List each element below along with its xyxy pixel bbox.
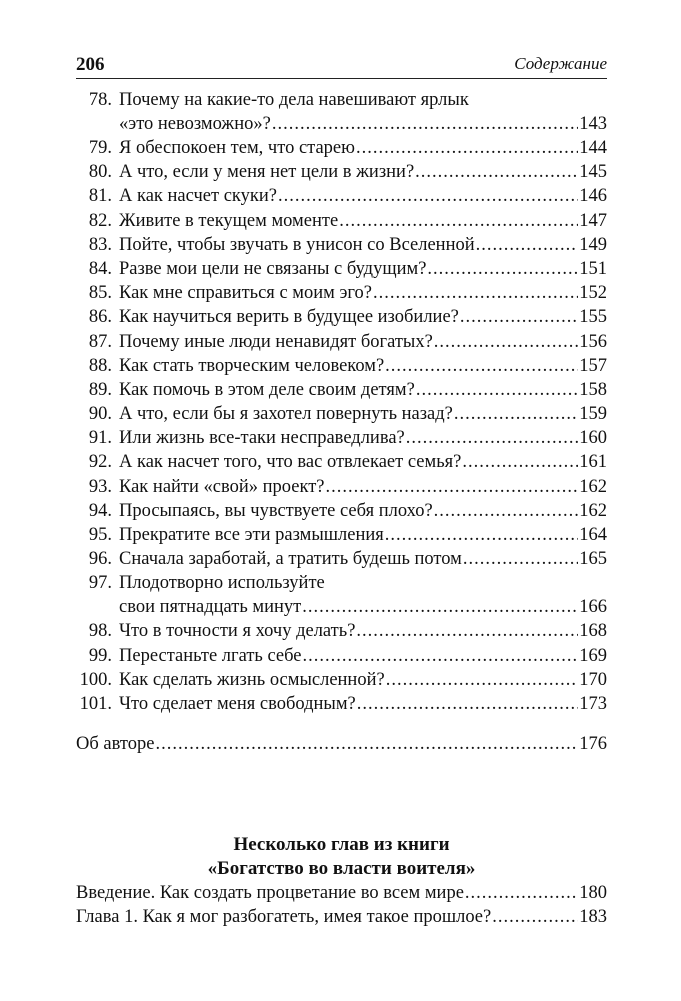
toc-entry-title-cont: свои пятнадцать минут [119,597,302,618]
page-number: 206 [76,54,105,75]
toc-entry [76,235,607,259]
toc-entry-page: 143 [579,114,607,134]
excerpt-heading [76,833,607,881]
toc-entry [76,138,607,162]
toc-entry [76,694,607,718]
toc-entry-page: 169 [579,645,607,666]
toc-entry-title: А что, если у меня нет цели в жизни? [119,162,415,183]
toc-entry-number: 84. [88,258,112,279]
excerpt-heading-book-title: «Богатство во власти воителя» [207,858,476,879]
toc-entry-title: Живите в текущем моменте [119,210,339,231]
toc-entry-number: 96. [88,549,112,570]
toc-entry-page: 173 [579,693,607,714]
toc-entry-title: Как найти «свой» проект? [119,476,325,497]
toc-entry-number: 90. [88,404,112,425]
toc-entry-title: Глава 1. Как я мог разбогатеть, имея такое прошлое? [76,907,492,927]
toc-entry-title: Как научиться верить в будущее изобилие? [119,307,459,328]
excerpt-entries [76,883,607,931]
toc-entry [76,621,607,645]
toc-entry-page: 158 [579,379,607,400]
toc-entry-number: 98. [88,621,112,642]
toc-entry-title: Я обеспокоен тем, что старею [119,138,355,158]
toc-entry-number: 79. [88,138,112,158]
toc-entry [76,307,607,331]
toc-entry-number: 99. [88,645,112,666]
toc-entry-page: 149 [579,234,607,255]
toc-entry-title: А как насчет скуки? [119,186,277,207]
toc-entry-title: Как стать творческим человеком? [119,355,385,376]
toc-entry-title: Просыпаясь, вы чувствуете себя плохо? [119,500,433,521]
toc-entry [76,573,607,621]
table-of-contents [76,90,607,758]
toc-entry [76,477,607,501]
excerpt-heading-line: Несколько глав из книги [233,834,450,855]
toc-entry-page: 160 [579,428,607,449]
toc-entry-number: 81. [88,186,112,207]
toc-entry-title: Прекратите все эти размышления [119,525,384,545]
toc-entry-page: 168 [579,621,607,642]
toc-entry-page: 159 [579,404,607,425]
toc-entry-page: 152 [579,283,607,304]
toc-entry [76,186,607,210]
toc-entry [76,428,607,452]
toc-entry-title: Сначала заработай, а тратить будешь потом [119,549,462,570]
toc-entry [76,646,607,670]
toc-entry-title: А как насчет того, что вас отвлекает семья? [119,452,462,473]
toc-entry-number: 93. [88,476,112,497]
toc-entry-page: 180 [579,883,607,903]
toc-entry-number: 94. [88,500,112,521]
toc-entry-number: 80. [88,162,112,183]
toc-entry-page: 144 [579,138,607,158]
toc-entry [76,283,607,307]
toc-entry [76,332,607,356]
toc-entry-number: 86. [88,307,112,328]
toc-entry-page: 155 [579,307,607,328]
toc-entry-number: 89. [88,379,112,400]
toc-entry [76,356,607,380]
toc-entry-number: 100. [79,669,112,690]
toc-entry-page: 176 [579,734,607,755]
toc-entry-page: 151 [579,258,607,279]
toc-entry [76,907,607,931]
toc-entry-title: Пойте, чтобы звучать в унисон со Вселенной [119,234,475,255]
toc-entry-page: 170 [579,669,607,690]
toc-entry-page: 147 [579,210,607,231]
toc-entry-page: 183 [579,907,607,927]
toc-entry [76,90,607,138]
toc-entry-number: 92. [88,452,112,473]
toc-entry-page: 146 [579,186,607,207]
toc-entry-number: 85. [88,283,112,304]
toc-entry-title: Или жизнь все-таки несправедлива? [119,428,405,449]
toc-entry-page: 156 [579,331,607,352]
toc-entry-title: Перестаньте лгать себе [119,645,302,666]
toc-entry-title: Что сделает меня свободным? [119,693,356,714]
page-header [76,54,607,79]
toc-entry-number: 97. [88,573,112,594]
toc-entry-number: 101. [79,693,112,714]
toc-entry-title: Как помочь в этом деле своим детям? [119,379,415,400]
toc-entry-title: Что в точности я хочу делать? [119,621,356,642]
toc-entry-page: 162 [579,476,607,497]
toc-entry [76,525,607,549]
toc-entry-page: 157 [579,355,607,376]
toc-entry-number: 78. [88,90,112,110]
toc-entry-title: Об авторе [76,734,155,755]
toc-entry-title: А что, если бы я захотел повернуть назад? [119,404,453,425]
toc-entry [76,162,607,186]
toc-entry-page: 164 [579,525,607,545]
toc-entry-page: 162 [579,500,607,521]
toc-entry-title: Почему на какие-то дела навешивают ярлык [119,90,469,110]
toc-entry-title: Почему иные люди ненавидят богатых? [119,331,433,352]
running-head: Содержание [514,54,607,73]
toc-entry [76,549,607,573]
toc-entry-page: 145 [579,162,607,183]
toc-entry [76,380,607,404]
toc-entry-title: Введение. Как создать процветание во всем мире [76,883,464,903]
toc-entry [76,501,607,525]
toc-entry-page: 165 [579,549,607,570]
toc-entry-title: Плодотворно используйте [119,573,325,594]
toc-entry-number: 91. [88,428,112,449]
toc-entry [76,883,607,907]
toc-entry-page: 161 [579,452,607,473]
toc-entry-title-cont: «это невозможно»? [119,114,271,134]
toc-entry-about-author [76,734,607,758]
toc-entry [76,211,607,235]
toc-entry-number: 95. [88,525,112,545]
toc-entry-page: 166 [579,597,607,618]
toc-entry [76,670,607,694]
toc-entry-number: 88. [88,355,112,376]
toc-entry-title: Разве мои цели не связаны с будущим? [119,258,427,279]
toc-entry [76,404,607,428]
toc-entry-number: 82. [88,210,112,231]
toc-entry-number: 83. [88,234,112,255]
toc-entry [76,259,607,283]
toc-entry-title: Как мне справиться с моим эго? [119,283,372,304]
toc-entry [76,452,607,476]
toc-entry-title: Как сделать жизнь осмысленной? [119,669,385,690]
toc-entry-number: 87. [88,331,112,352]
